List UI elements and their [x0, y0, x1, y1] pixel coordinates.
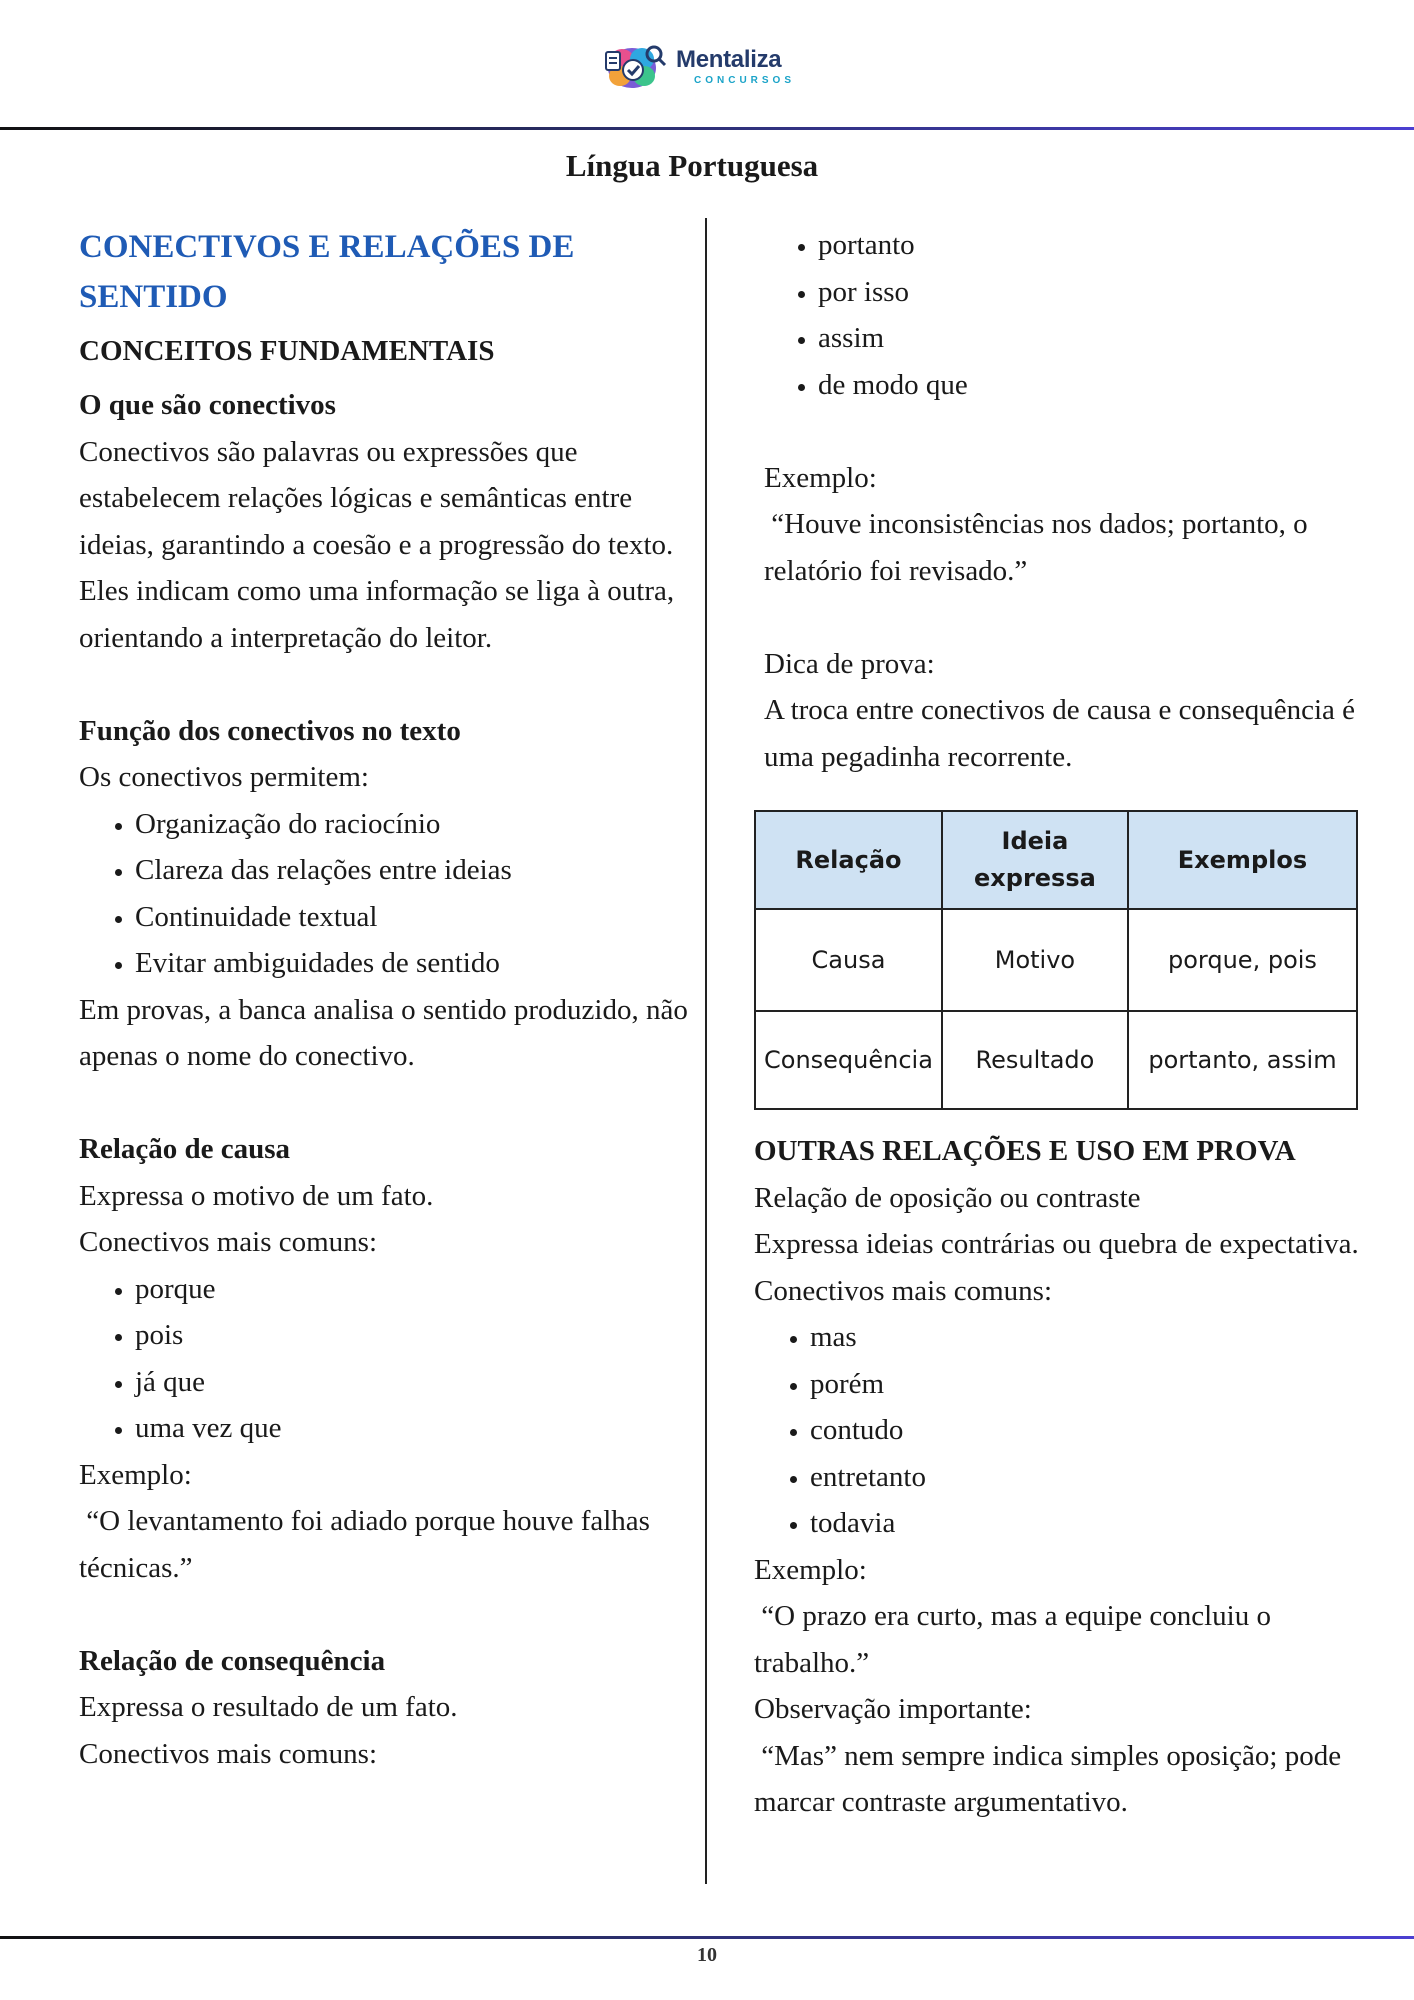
opposition-title: Relação de oposição ou contraste [754, 1181, 1141, 1214]
note-text: “Mas” nem sempre indica simples oposição; pode marcar contraste argumentativo. [754, 1739, 1349, 1818]
list-item: • assim [818, 315, 1374, 362]
table-header-row [755, 811, 1357, 909]
list-item: • porém [810, 1361, 1374, 1408]
list-item: • Continuidade textual [135, 894, 689, 941]
list-item: • uma vez que [135, 1405, 689, 1452]
title-line-2: SENTIDO [79, 279, 228, 315]
cause-example-label: Exemplo: [79, 1458, 192, 1491]
consequence-list-intro: Conectivos mais comuns: [79, 1737, 378, 1770]
page-subject: Língua Portuguesa [565, 148, 819, 183]
table-header: Ideia expressa [942, 811, 1128, 909]
cause-list [79, 1266, 689, 1452]
tip-label: Dica de prova: [764, 647, 935, 680]
section-heading: CONCEITOS FUNDAMENTAIS [79, 335, 495, 367]
table-row [755, 909, 1357, 1011]
consequence-definition: Expressa o resultado de um fato. [79, 1691, 458, 1723]
list-item: • Evitar ambiguidades de sentido [135, 940, 689, 987]
opposition-list-intro: Conectivos mais comuns: [754, 1274, 1053, 1307]
brand-logo [598, 40, 795, 94]
list-item: • por isso [818, 269, 1374, 316]
list-item: • mas [810, 1314, 1374, 1361]
other-relations-heading: OUTRAS RELAÇÕES E USO EM PROVA [754, 1135, 1296, 1167]
brain-check-icon [598, 40, 670, 94]
opposition-example-label: Exemplo: [754, 1553, 867, 1586]
list-item: • Clareza das relações entre ideias [135, 847, 689, 894]
cause-heading: Relação de causa [79, 1133, 291, 1165]
consequence-list [754, 222, 1374, 408]
table-cell: Motivo [942, 909, 1128, 1011]
note-label: Observação importante: [754, 1693, 1032, 1725]
brand-name: Mentaliza [676, 46, 782, 73]
what-heading: O que são conectivos [79, 389, 336, 421]
title-line-1: CONECTIVOS E RELAÇÕES DE [79, 229, 575, 265]
page-title [79, 222, 689, 322]
left-column [79, 222, 689, 1777]
table-cell: porque, pois [1128, 909, 1357, 1011]
list-item: • Organização do raciocínio [135, 801, 689, 848]
opposition-list [754, 1314, 1374, 1547]
function-outro: Em provas, a banca analisa o sentido produzido, não apenas o nome do conectivo. [79, 993, 688, 1072]
function-list [79, 801, 689, 987]
footer-rule [0, 1936, 1414, 1939]
what-paragraph-1: Conectivos são palavras ou expressões que estabelecem relações lógicas e semânticas entre ideias, garantindo a coesão e a progressão do texto. [79, 435, 674, 561]
table-header: Relação [755, 811, 942, 909]
list-item: • todavia [810, 1500, 1374, 1547]
opposition-definition: Expressa ideias contrárias ou quebra de expectativa. [754, 1228, 1359, 1260]
brand-tagline: CONCURSOS [694, 75, 796, 86]
example-label: Exemplo: [764, 461, 877, 494]
cause-definition: Expressa o motivo de um fato. [79, 1179, 434, 1212]
cause-list-intro: Conectivos mais comuns: [79, 1226, 378, 1258]
page-number: 10 [697, 1944, 717, 1966]
table-cell: portanto, assim [1128, 1011, 1357, 1109]
table-cell: Resultado [942, 1011, 1128, 1109]
list-item: • porque [135, 1266, 689, 1313]
consequence-heading: Relação de consequência [79, 1644, 386, 1677]
function-heading: Função dos conectivos no texto [79, 714, 461, 747]
opposition-example: “O prazo era curto, mas a equipe concluiu o trabalho.” [754, 1600, 1279, 1679]
table-cell: Causa [755, 909, 942, 1011]
list-item: • contudo [810, 1407, 1374, 1454]
function-intro: Os conectivos permitem: [79, 761, 369, 793]
tip-text: A troca entre conectivos de causa e consequência é uma pegadinha recorrente. [764, 694, 1355, 773]
list-item: • já que [135, 1359, 689, 1406]
what-paragraph-2: Eles indicam como uma informação se liga à outra, orientando a interpretação do leitor. [79, 575, 675, 654]
table-cell: Consequência [755, 1011, 942, 1109]
table-header: Exemplos [1128, 811, 1357, 909]
list-item: • portanto [818, 222, 1374, 269]
header-rule [0, 127, 1414, 130]
table-row [755, 1011, 1357, 1109]
list-item: • de modo que [818, 362, 1374, 409]
right-column [754, 222, 1374, 1826]
cause-example: “O levantamento foi adiado porque houve falhas técnicas.” [79, 1505, 658, 1584]
list-item: • pois [135, 1312, 689, 1359]
relations-table [754, 810, 1358, 1110]
example-text: “Houve inconsistências nos dados; portanto, o relatório foi revisado.” [764, 508, 1315, 587]
column-divider [705, 218, 707, 1884]
page-header [0, 0, 1414, 128]
list-item: • entretanto [810, 1454, 1374, 1501]
